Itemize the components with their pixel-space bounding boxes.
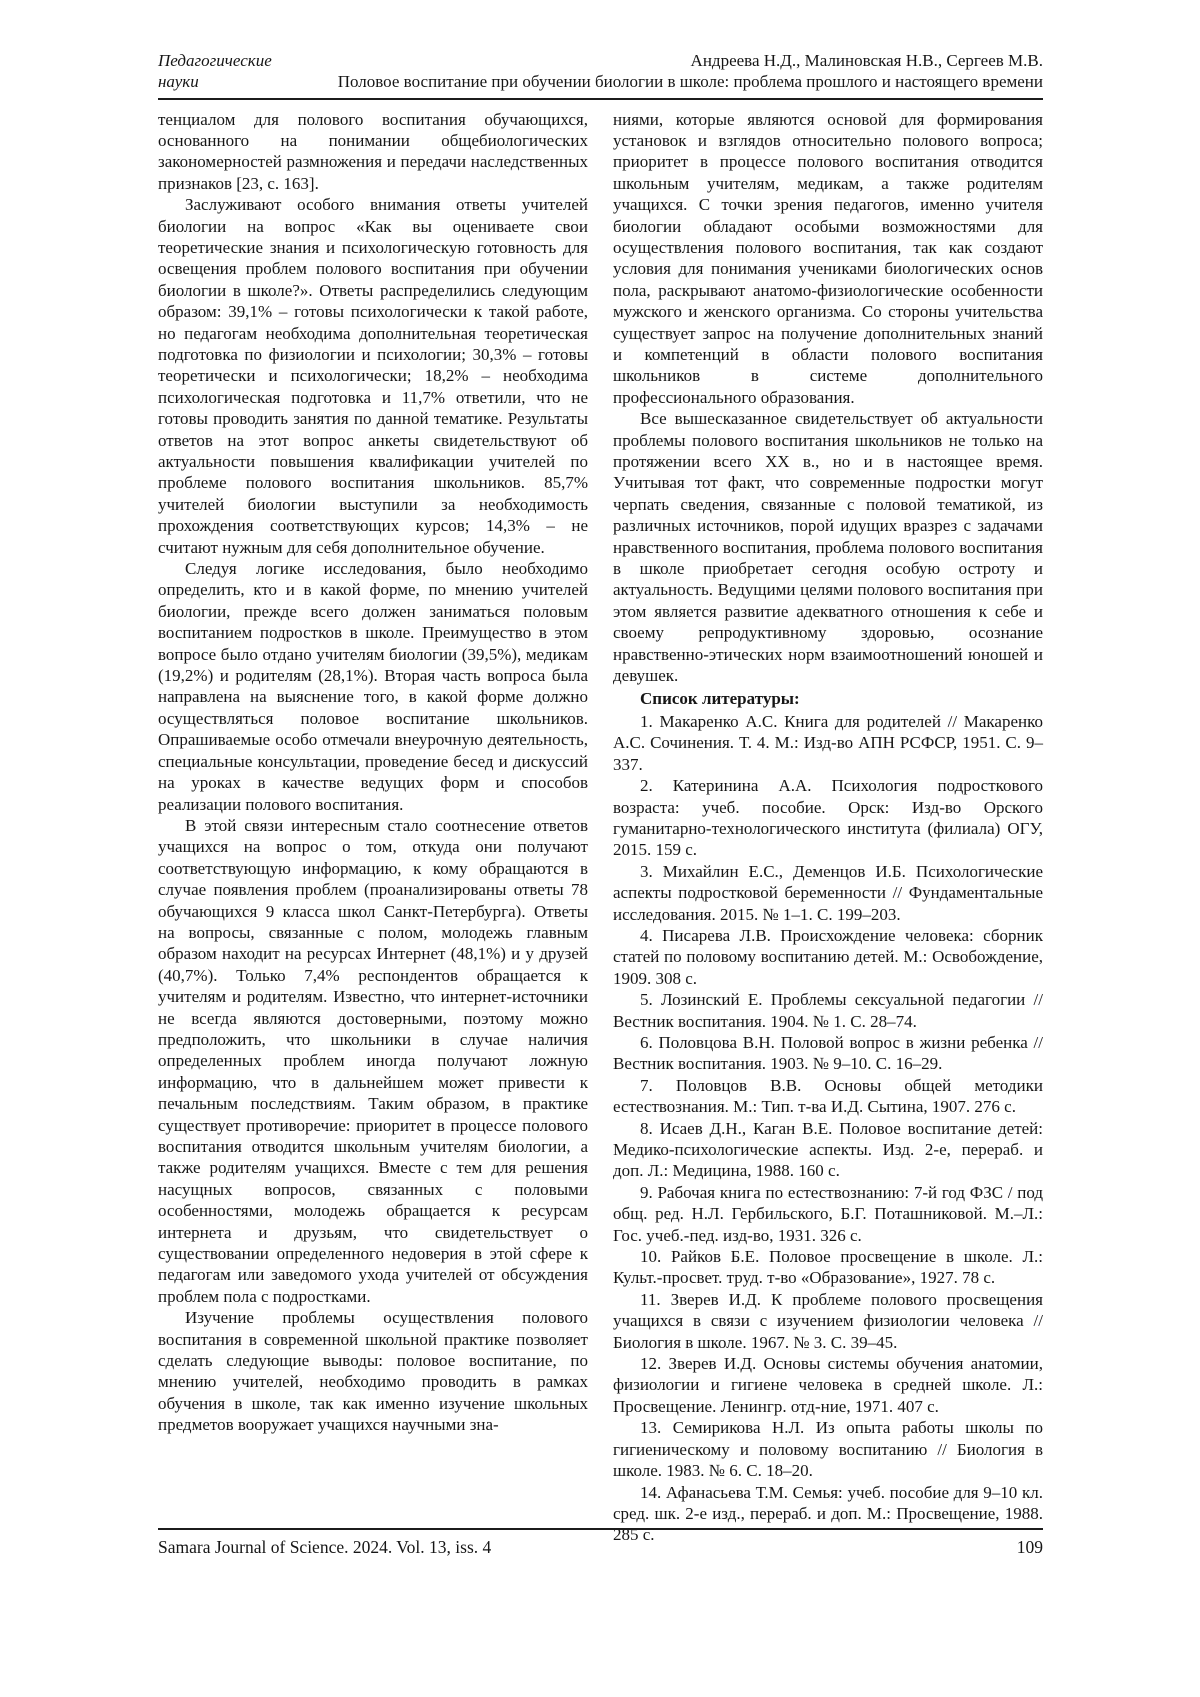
- running-head-title: Половое воспитание при обучении биологии в школе: проблема прошлого и настоящего времени: [337, 72, 1043, 92]
- reference-item: 4. Писарева Л.В. Происхождение человека: сборник статей по половому воспитанию детей. М.: Освобождение, 1909. 308 с.: [613, 925, 1043, 988]
- footer-journal: Samara Journal of Science. 2024. Vol. 13, iss. 4: [158, 1537, 492, 1557]
- reference-item: 10. Райков Б.Е. Половое просвещение в школе. Л.: Культ.-просвет. труд. т-во «Образование», 1927. 78 с.: [613, 1247, 1043, 1288]
- reference-item: 8. Исаев Д.Н., Каган В.Е. Половое воспитание детей: Медико-психологические аспекты. Изд. 2-е, перераб. и доп. Л.: Медицина, 1988. 160 с.: [613, 1118, 1043, 1181]
- body-paragraph: В этой связи интересным стало соотнесение ответов учащихся на вопрос о том, откуда они получают соответствующую информацию, к кому обращаются в случае появления проблем (проанализированы ответы 78 обучающихся 9 класса школ Санкт-Петербурга). Ответы на вопросы, связанные с полом, молодежь главным образом находит на ресурсах Интернет (48,1%) и у друзей (40,7%). Только 7,4% респондентов обращается к учителям и родителям. Известно, что интернет-источники не всегда являются достоверными, поэтому можно предположить, что школьники в случае наличия определенных проблем иногда получают ложную информацию, что в дальнейшем может привести к печальным последствиям. Таким образом, в практике существует противоречие: приоритет в процессе полового воспитания отводится школьным учителям биологии, а также родителям учащихся. Вместе с тем для решения насущных вопросов, связанных с половыми особенностями, молодежь обращается к ресурсам интернета и друзьям, что свидетельствует о существовании определенного недоверия в этой сфере к педагогам или заведомого ухода учителей от обсуждения проблем пола с подростками.: [158, 815, 588, 1306]
- running-head-authors: Андреева Н.Д., Малиновская Н.В., Сергеев М.В.: [690, 51, 1043, 70]
- reference-item: 3. Михайлин Е.С., Деменцов И.Б. Психологические аспекты подростковой беременности // Фундаментальные исследования. 2015. № 1–1. С. 199–203.: [613, 861, 1043, 924]
- body-paragraph: Изучение проблемы осуществления полового воспитания в современной школьной практике позволяет сделать следующие выводы: половое воспитание, по мнению учителей, необходимо проводить в рамках обучения в школе, так как именно изучение школьных предметов вооружает учащихся научными зна-: [158, 1308, 588, 1435]
- running-head-section: [158, 50, 272, 93]
- page-footer: [158, 1528, 1043, 1558]
- running-head-section-line2: науки: [158, 72, 199, 92]
- reference-item: 13. Семирикова Н.Л. Из опыта работы школы по гигиеническому и половому воспитанию // Биология в школе. 1983. № 6. С. 18–20.: [613, 1418, 1043, 1481]
- reference-item: 2. Катеринина А.А. Психология подросткового возраста: учеб. пособие. Орск: Изд-во Орского гуманитарно-технологического института (филиала) ОГУ, 2015. 159 с.: [613, 776, 1043, 860]
- running-head: [158, 50, 1043, 100]
- body-paragraph: тенциалом для полового воспитания обучающихся, основанного на понимании общебиологических закономерностей размножения и передачи наследственных признаков [23, с. 163].: [158, 109, 588, 193]
- reference-item: 11. Зверев И.Д. К проблеме полового просвещения учащихся в связи с изучением физиологии человека // Биология в школе. 1967. № 3. С. 39–45.: [613, 1289, 1043, 1352]
- reference-item: 6. Половцова В.Н. Половой вопрос в жизни ребенка // Вестник воспитания. 1903. № 9–10. С. 16–29.: [613, 1032, 1043, 1074]
- running-head-meta: [338, 50, 1043, 93]
- references-heading: Список литературы:: [640, 689, 800, 709]
- body-paragraph: Все вышесказанное свидетельствует об актуальности проблемы полового воспитания школьников не только на протяжении всего XX в., но и в настоящее время. Учитывая тот факт, что современные подростки могут черпать сведения, связанные с половой тематикой, из различных источников, порой идущих вразрез с задачами нравственного воспитания, проблема полового воспитания в школе приобретает сегодня особую остроту и актуальность. Ведущими целями полового воспитания при этом является развитие адекватного отношения к себе и своему репродуктивному здоровью, осознание нравственно-этических норм взаимоотношений юношей и девушек.: [613, 409, 1043, 686]
- reference-item: 14. Афанасьева Т.М. Семья: учеб. пособие для 9–10 кл. сред. шк. 2-е изд., перераб. и доп. М.: Просвещение, 1988. 285 с.: [613, 1482, 1043, 1545]
- left-column: [158, 109, 588, 1546]
- reference-item: 12. Зверев И.Д. Основы системы обучения анатомии, физиологии и гигиене человека в средней школе. Л.: Просвещение. Ленингр. отд-ние, 1971. 407 с.: [613, 1354, 1043, 1416]
- reference-item: 1. Макаренко А.С. Книга для родителей // Макаренко А.С. Сочинения. Т. 4. М.: Изд-во АПН РСФСР, 1951. С. 9–337.: [613, 711, 1043, 774]
- running-head-section-line1: Педагогические: [158, 51, 272, 70]
- body-paragraph: ниями, которые являются основой для формирования установок и взглядов относительно полового вопроса; приоритет в процессе полового воспитания отводится школьным учителям, медикам, а также родителям учащихся. С точки зрения педагогов, именно учителя биологии обладают особыми возможностями для осуществления полового воспитания, так как создают условия для понимания учениками биологических основ пола, раскрывают анатомо-физиологические особенности мужского и женского организма. Со стороны учительства существует запрос на получение дополнительных знаний и компетенций в области полового воспитания школьников в системе дополнительного профессионального образования.: [613, 109, 1043, 407]
- body-paragraph: Заслуживают особого внимания ответы учителей биологии на вопрос «Как вы оцениваете свои теоретические знания и психологическую готовность для освещения проблем полового воспитания при обучении биологии в школе?». Ответы распределились следующим образом: 39,1% – готовы психологически к такой работе, но педагогам необходима дополнительная теоретическая подготовка по физиологии и психологии; 30,3% – готовы теоретически и психологически; 18,2% – необходима психологическая подготовка и 11,7% ответили, что не готовы проводить занятия по данной тематике. Результаты ответов на этот вопрос анкеты свидетельствуют об актуальности повышения квалификации учителей по проблеме полового воспитания школьников. 85,7% учителей биологии выступили за необходимость прохождения соответствующих курсов; 14,3% – не считают нужным для себя дополнительное обучение.: [158, 195, 588, 557]
- right-column: [613, 109, 1043, 1546]
- footer-page-number: 109: [1016, 1537, 1043, 1557]
- reference-item: 5. Лозинский Е. Проблемы сексуальной педагогии // Вестник воспитания. 1904. № 1. С. 28–74.: [613, 990, 1043, 1031]
- reference-item: 7. Половцов В.В. Основы общей методики естествознания. М.: Тип. т-ва И.Д. Сытина, 1907. 276 с.: [613, 1075, 1043, 1117]
- reference-item: 9. Рабочая книга по естествознанию: 7-й год ФЗС / под общ. ред. Н.Л. Гербильского, Б.Г. Поташниковой. М.–Л.: Гос. учеб.-пед. изд-во, 1931. 326 с.: [613, 1182, 1043, 1245]
- body-paragraph: Следуя логике исследования, было необходимо определить, кто и в какой форме, по мнению учителей биологии, прежде всего должен заниматься половым воспитанием подростков в школе. Преимущество в этом вопросе было отдано учителям биологии (39,5%), медикам (19,2%) и родителям (28,1%). Вторая часть вопроса была направлена на выяснение того, в какой форме должно осуществляться половое воспитание школьников. Опрашиваемые особо отмечали внеурочную деятельность, специальные консультации, проведение бесед и дискуссий на уроках в качестве ведущих форм и способов реализации полового воспитания.: [158, 559, 588, 814]
- article-body: [158, 109, 1043, 1546]
